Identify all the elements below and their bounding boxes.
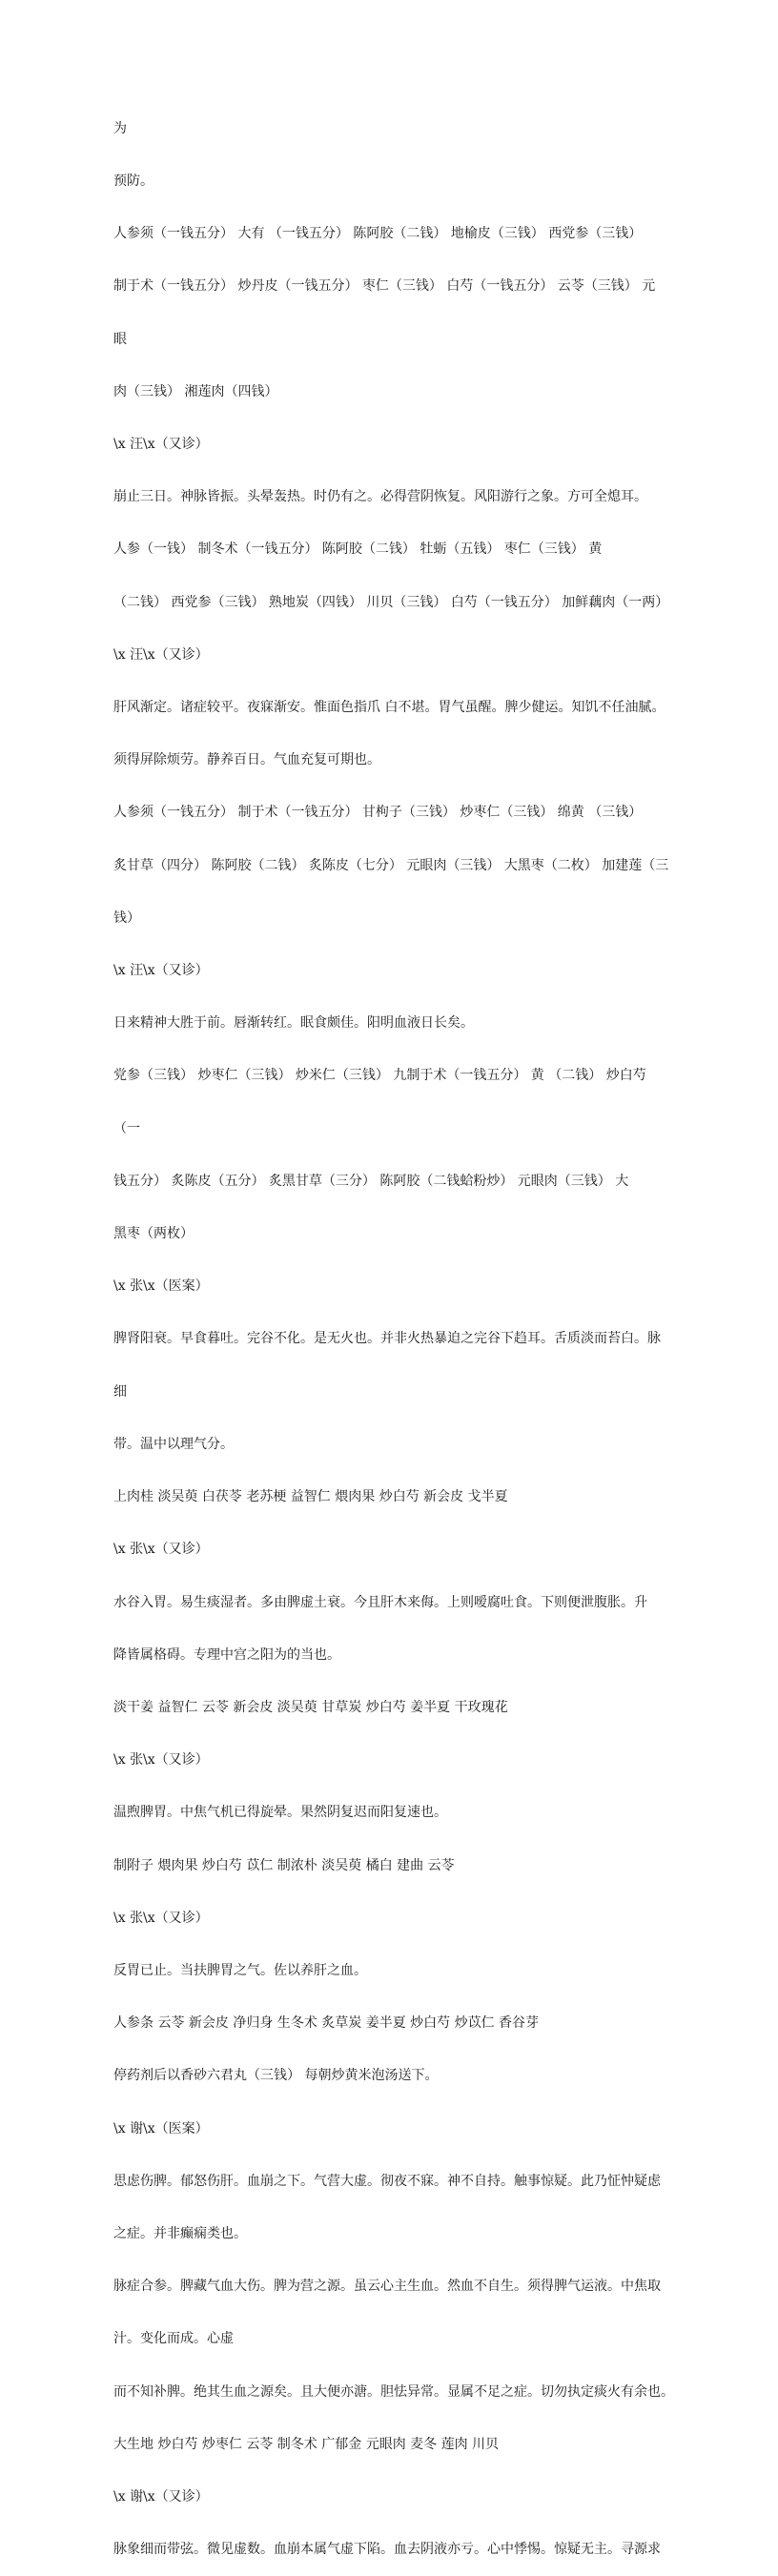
text-line: 温煦脾胃。中焦气机已得旋晕。果然阴复迟而阳复速也。 — [113, 1805, 447, 1821]
text-line: 肝风渐定。诸症较平。夜寐渐安。惟面色指爪 白不堪。胃气虽醒。脾少健运。知饥不任油腻。 — [113, 700, 665, 716]
case-heading: \x 张\x（医案） — [113, 1278, 209, 1295]
text-line: 脉症合参。脾藏气血大伤。脾为营之源。虽云心主生血。然血不自生。须得脾气运液。中焦取 — [113, 2279, 661, 2295]
prescription-line: 人参条 云苓 新会皮 净归身 生冬术 炙草炭 姜半夏 炒白芍 炒苡仁 香谷芽 — [113, 2015, 540, 2032]
prescription-line: 大生地 炒白芍 炒枣仁 云苓 制冬术 广郁金 元眼肉 麦冬 莲肉 川贝 — [113, 2436, 500, 2452]
prescription-line: 人参（一钱） 制冬术（一钱五分） 陈阿胶（二钱） 牡蛎（五钱） 枣仁（三钱） 黄 — [113, 542, 603, 558]
text-line: 预防。 — [113, 174, 154, 190]
text-line: 崩止三日。神脉皆振。头晕轰热。时仍有之。必得营阴恢复。风阳游行之象。方可全熄耳。 — [113, 489, 647, 505]
prescription-line: （二钱） 西党参（三钱） 熟地炭（四钱） 川贝（三钱） 白芍（一钱五分） 加鲜藕肉（一两） — [113, 594, 669, 610]
text-line: 日来精神大胜于前。唇渐转红。眠食颇佳。阳明血液日长矣。 — [113, 1015, 474, 1032]
text-line: 降皆属格碍。专理中宫之阳为的当也。 — [113, 1646, 340, 1663]
prescription-line: 制于术（一钱五分） 炒丹皮（一钱五分） 枣仁（三钱） 白芍（一钱五分） 云苓（三钱） 元 — [113, 278, 656, 295]
case-heading: \x 张\x（又诊） — [113, 1910, 209, 1926]
prescription-line: 党参（三钱） 炒枣仁（三钱） 炒米仁（三钱） 九制于术（一钱五分） 黄 （二钱） 炒白芍 — [113, 1068, 646, 1084]
case-heading: \x 汪\x（又诊） — [113, 963, 209, 979]
case-heading: \x 汪\x（又诊） — [113, 646, 209, 663]
text-line: 脉象细而带弦。微见虚数。血崩本属气虚下陷。血去阴液亦亏。心中悸惕。惊疑无主。寻源求 — [113, 2542, 661, 2558]
prescription-line: 制附子 煨肉果 炒白芍 苡仁 制浓朴 淡吴萸 橘白 建曲 云苓 — [113, 1857, 455, 1873]
text-line: 细 — [113, 1383, 127, 1400]
prescription-line: 钱） — [113, 910, 140, 926]
text-line: 汁。变化而成。心虚 — [113, 2331, 234, 2347]
text-line: 带。温中以理气分。 — [113, 1436, 234, 1452]
case-heading: \x 谢\x（医案） — [113, 2120, 209, 2136]
prescription-line: 眼 — [113, 331, 127, 347]
prescription-line: 炙甘草（四分） 陈阿胶（二钱） 炙陈皮（七分） 元眼肉（三钱） 大黑枣（二枚） 加建莲（三 — [113, 857, 669, 873]
text-line: 水谷入胃。易生痰湿者。多由脾虚土衰。今且肝木来侮。上则嗳腐吐食。下则便泄腹胀。升 — [113, 1594, 647, 1610]
prescription-line: 人参须（一钱五分） 制于术（一钱五分） 甘枸子（三钱） 炒枣仁（三钱） 绵黄 （三钱） — [113, 805, 643, 821]
case-heading: \x 张\x（又诊） — [113, 1542, 209, 1558]
document-body — [113, 85, 686, 2576]
text-line: 停药剂后以香砂六君丸（三钱） 每朝炒黄米泡汤送下。 — [113, 2068, 439, 2084]
prescription-line: 上肉桂 淡吴萸 白茯苓 老苏梗 益智仁 煨肉果 炒白芍 新会皮 戈半夏 — [113, 1489, 508, 1505]
case-heading: \x 谢\x（又诊） — [113, 2488, 209, 2504]
text-line: 脾肾阳衰。早食暮吐。完谷不化。是无火也。并非火热暴迫之完谷下趋耳。舌质淡而苔白。脉 — [113, 1331, 661, 1347]
text-line: 之症。并非癫痫类也。 — [113, 2225, 247, 2241]
case-heading: \x 汪\x（又诊） — [113, 437, 209, 453]
prescription-line: 肉（三钱） 湘莲肉（四钱） — [113, 383, 278, 399]
text-line: 为 — [113, 120, 127, 136]
text-line: 而不知补脾。绝其生血之源矣。且大便亦溏。胆怯异常。显属不足之症。切勿执定痰火有余也。 — [113, 2383, 674, 2400]
text-line: 反胃已止。当扶脾胃之气。佐以养肝之血。 — [113, 1962, 367, 1978]
prescription-line: 黑枣（两枚） — [113, 1226, 194, 1242]
prescription-line: 人参须（一钱五分） 大有 （一钱五分） 陈阿胶（二钱） 地榆皮（三钱） 西党参（三钱） — [113, 226, 643, 242]
text-line: 须得屏除烦劳。静养百日。气血充复可期也。 — [113, 752, 380, 768]
text-line: 思虑伤脾。郁怒伤肝。血崩之下。气营大虚。彻夜不寐。神不自持。触事惊疑。此乃怔忡疑虑 — [113, 2173, 661, 2189]
prescription-line: 淡干姜 益智仁 云苓 新会皮 淡吴萸 甘草炭 炒白芍 姜半夏 干玫瑰花 — [113, 1699, 508, 1715]
prescription-line: 钱五分） 炙陈皮（五分） 炙黑甘草（三分） 陈阿胶（二钱蛤粉炒） 元眼肉（三钱） 大 — [113, 1173, 629, 1189]
prescription-line: （一 — [113, 1120, 140, 1136]
case-heading: \x 张\x（又诊） — [113, 1752, 209, 1768]
